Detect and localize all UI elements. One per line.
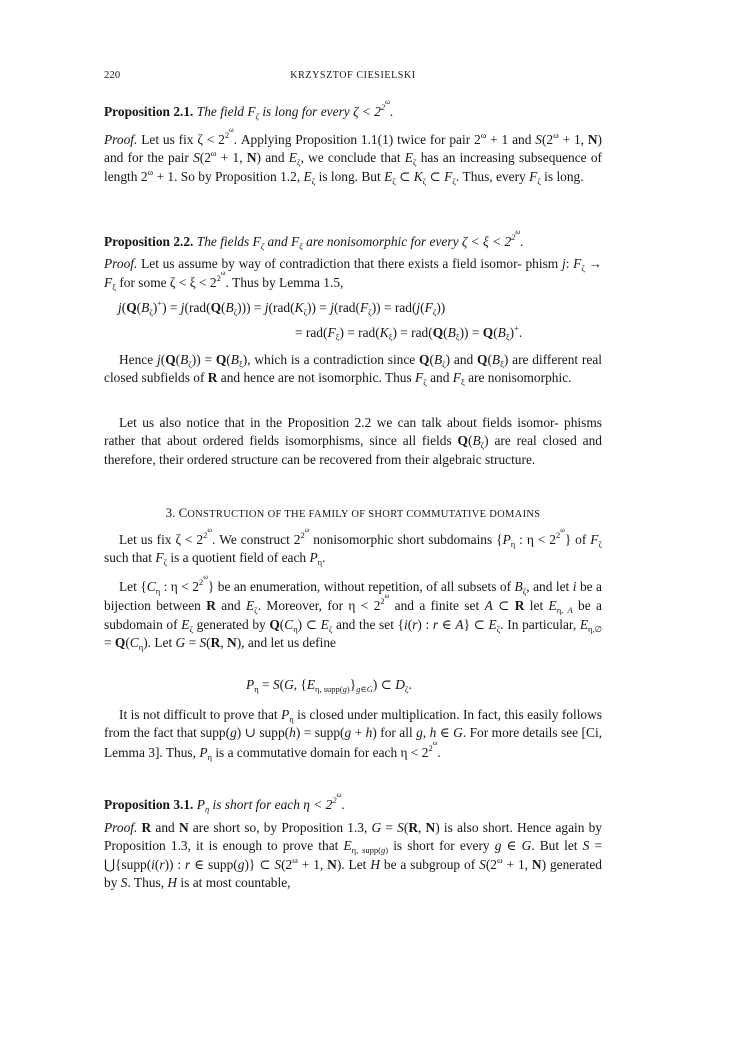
section-3-heading: 3. CONSTRUCTION OF THE FAMILY OF SHORT COMMUTATIVE DOMAINS [165, 505, 541, 520]
proof-2-2: Proof. Let us assume by way of contradiction that there exists a field isomor- phism j: $F_\zeta \to F_\xi$ for some $\zeta < \xi < 2^{2^\omega}$. Thus by Lemma 1.5, [104, 256, 602, 293]
proof-label: Proof. [104, 132, 138, 147]
proposition-2-2: Proposition 2.2. The fields $F_\zeta$ and $F_\xi$ are nonisomorphic for every $\zeta < \xi < 2^{2^\omega}$. [104, 228, 524, 251]
running-head: KRZYSZTOF CIESIELSKI [290, 70, 416, 81]
page-number: 220 [104, 70, 121, 81]
proposition-label: Proposition 2.1. [104, 104, 194, 119]
section-3-para-2: Let {$C_\eta$ : $\eta < 2^{2^\omega}$} be an enumeration, without repetition, of all subsets of $B_\zeta$, and let i be a bijection between R and $E_\zeta$. Moreover, for $\eta < 2^{2^\omega}$ and a finite set A ⊂ R let $E_{\eta, A}$ be a subdomain of $E_\zeta$ generated by $Q(C_\eta)$ ⊂ $E_\zeta$ and the set {i(r) : r ∈ A} ⊂ $E_\zeta$. In particular, $E_{\eta,\emptyset} = Q(C_\eta)$. Let G = S(R, N), and let us define [104, 573, 603, 653]
proof-2-2-conclusion: Hence $j(Q(B_\zeta)) = Q(B_\xi)$, which is a contradiction since $Q(B_\zeta)$ and $Q(B_\xi)$ are different real closed subfields of R and hence are not isomorphic. Thus $F_\zeta$ and $F_\xi$ are nonisomorphic. [104, 352, 602, 388]
paper-page [104, 62, 603, 891]
proof-2-1: Proof. Let us fix $\zeta < 2^{2^\omega}$. Applying Proposition 1.1(1) twice for pair $2^\omega + 1$ and $S(2^\omega + 1$, N) and for the pair $S(2^\omega + 1$, N) and $E_\zeta$, we conclude that $E_\zeta$ has an increasing subsequence of length $2^\omega + 1$. So by Proposition 1.2, $E_\zeta$ is long. But $E_\zeta$ ⊂ $K_\zeta$ ⊂ $F_\zeta$. Thus, every $F_\zeta$ is long. [104, 126, 602, 186]
equation-line-2: = $rad(F_\xi) = rad(K_\xi) = rad(Q(B_\xi)) = Q(B_\xi)^+$. [295, 323, 523, 342]
proof-3-1: Proof. R and N are short so, by Proposition 1.3, G = S(R, N) is also short. Hence again by Proposition 1.3, it is enough to prove that $E_{\eta, supp(g)}$ is short for every g ∈ G. But let S = ⋃{supp(i(r)) : r ∈ supp(g)} ⊂ $S(2^\omega + 1$, N). Let H be a subgroup of $S(2^\omega + 1$, N) generated by S. Thus, H is at most countable, [104, 820, 603, 891]
proposition-label: Proposition 3.1. [104, 797, 194, 812]
proposition-3-1: Proposition 3.1. $P_\eta$ is short for each $\eta < 2^{2^\omega}$. [104, 791, 345, 814]
page-header [104, 62, 602, 82]
proof-label: Proof. [104, 256, 138, 271]
proposition-2-1: Proposition 2.1. The field $F_\zeta$ is long for every $\zeta < 2^{2^\omega}$. [104, 98, 394, 121]
definition-equation: $P_\eta = S(G$, $\{E_{\eta, supp(g)}\}_{g\in G}$) ⊂ $D_\zeta$. [246, 677, 412, 694]
section-3-para-3: It is not difficult to prove that $P_\eta$ is closed under multiplication. In fact, this easily follows from the fact that supp(g) ∪ supp(h) = supp(g + h) for all g, h ∈ G. For more details see [Ci, Lemma 3]. Thus, $P_\eta$ is a commutative domain for each $\eta < 2^{2^\omega}$. [104, 707, 603, 762]
proof-label: Proof. [104, 820, 138, 835]
section-3-para-1: Let us fix $\zeta < 2^{2^\omega}$. We construct $2^{2^\omega}$ nonisomorphic short subdomains {$P_\eta$ : $\eta < 2^{2^\omega}$} of $F_\zeta$ such that $F_\zeta$ is a quotient field of each $P_\eta$. [104, 526, 602, 568]
equation-line-1: $j(Q(B_\zeta)^+) = j(rad(Q(B_\zeta))) = j(rad(K_\zeta)) = j(rad(F_\zeta)) = rad(j(F_\zeta))$ [118, 298, 446, 317]
remark-paragraph: Let us also notice that in the Proposition 2.2 we can talk about fields isomor- phisms rather that about ordered fields isomorphisms, since all fields $Q(B_\zeta)$ are real closed and therefore, their ordered structure can be recovered from their algebraic structure. [104, 415, 602, 467]
section-number: 3. [165, 505, 176, 520]
proposition-label: Proposition 2.2. [104, 234, 194, 249]
